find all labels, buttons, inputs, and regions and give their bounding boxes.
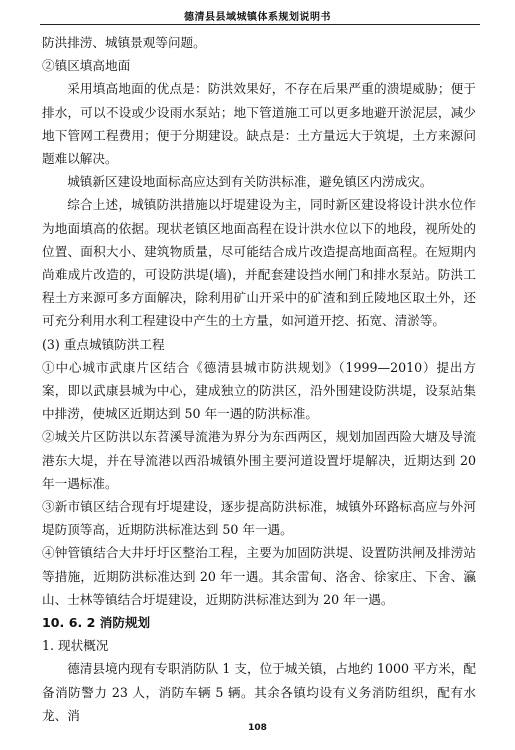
subheading: ②镇区填高地面 [42, 58, 131, 74]
paragraph: 综合上述，城镇防洪措施以圩堤建设为主，同时新区建设将设计洪水位作为地面填高的依据。现状老镇区地面高程在设计洪水位以下的地段，视所处的位置、面积大小、建筑物质量，尽可能结合成片改造提高地面高程。在短期内尚难成片改造的，可设防洪堤(墙)，并配套建设挡水闸门和排水泵站。防洪工程土方来源可多方面解决，除利用矿山开采中的矿渣和到丘陵地区取土外，还可充分利用水利工程建设中产生的土方量，如河道开挖、拓宽、清淤等。 [42, 197, 476, 329]
paragraph: 采用填高地面的优点是：防洪效果好，不存在后果严重的溃堤威胁；便于排水，可以不设或少设雨水泵站；地下管道施工可以更多地避开淤泥层，减少地下管网工程费用；便于分期建设。缺点是：土方量远大于筑堤，土方来源问题难以解决。 [42, 81, 476, 167]
paragraph: ③新市镇区结合现有圩堤建设，逐步提高防洪标准，城镇外环路标高应与外河堤防顶等高，近期防洪标准达到 50 年一遇。 [42, 499, 476, 538]
body-text [42, 31, 476, 727]
paragraph: 德清县境内现有专职消防队 1 支，位于城关镇，占地约 1000 平方米，配备消防警力 23 人，消防车辆 5 辆。其余各镇均设有义务消防组织，配有水龙、消 [42, 661, 476, 723]
subheading: 1. 现状概况 [42, 638, 109, 654]
subheading: (3) 重点城镇防洪工程 [42, 336, 165, 352]
paragraph: ①中心城市武康片区结合《德清县城市防洪规划》（1999—2010）提出方案，即以武康县城为中心，建成独立的防洪区，沿外围建设防洪堤，设泵站集中排涝，使城区近期达到 50 年一遇的防洪标准。 [42, 359, 476, 422]
paragraph: ④钟管镇结合大井圩圩区整治工程，主要为加固防洪堤、设置防洪闸及排涝站等措施，近期防洪标准达到 20 年一遇。其余雷甸、洛舍、徐家庄、下舍、瀛山、士林等镇结合圩堤建设，近期防洪标准达到为 20 年一遇。 [42, 545, 476, 607]
paragraph: 防洪排涝、城镇景观等问题。 [42, 35, 206, 50]
paragraph: 城镇新区建设地面标高应达到有关防洪标准，避免镇区内涝成灾。 [67, 174, 433, 190]
paragraph: ②城关片区防洪以东苕溪导流港为界分为东西两区，规划加固西险大塘及导流港东大堤，并在导流港以西沿城镇外围主要河道设置圩堤解决，近期达到 20 年一遇标准。 [42, 429, 476, 491]
section-heading: 10. 6. 2 消防规划 [42, 615, 151, 631]
running-header: 德清县县域城镇体系规划说明书 [184, 12, 331, 23]
header-rule [40, 24, 480, 25]
page-number: 108 [248, 723, 267, 733]
